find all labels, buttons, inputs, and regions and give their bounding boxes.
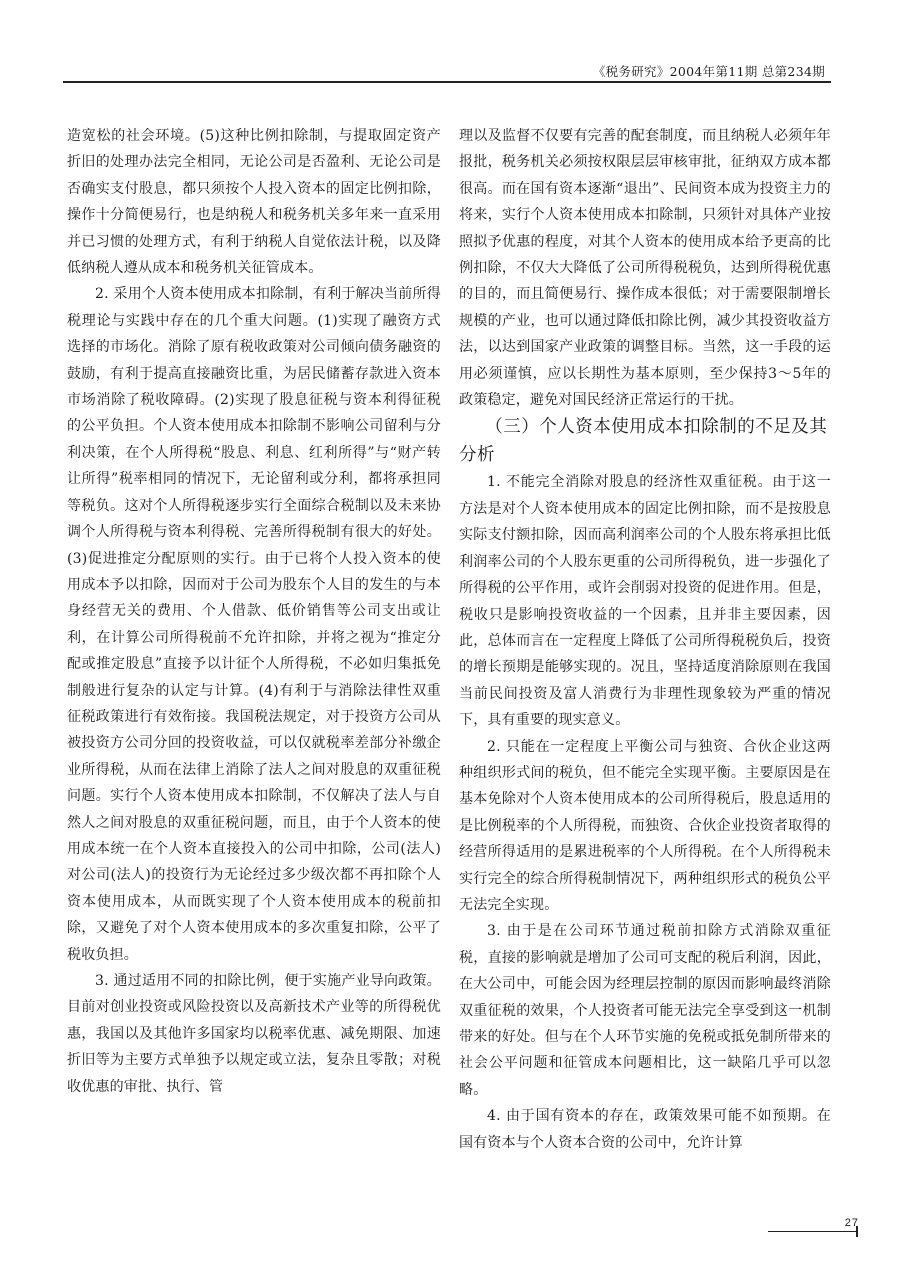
paragraph: 造宽松的社会环境。(5)这种比例扣除制，与提取固定资产折旧的处理办法完全相同，无论公司是否盈利、无论公司是否确实支付股息，都只须按个人投入资本的固定比例扣除，操作十分简便易行，也是纳税人和税务机关多年来一直采用并已习惯的处理方式，有利于纳税人自觉依法计税，以及降低纳税人遵从成本和税务机关征管成本。 xyxy=(67,128,441,277)
right-column xyxy=(459,123,831,1156)
left-column xyxy=(67,123,441,1100)
paragraph: 2. 只能在一定程度上平衡公司与独资、合伙企业这两种组织形式间的税负，但不能完全实现平衡。主要原因是在基本免除对个人资本使用成本的公司所得税后，股息适用的是比例税率的个人所得税，而独资、合伙企业投资者取得的经营所得适用的是累进税率的个人所得税。在个人所得税未实行完全的综合所得税制情况下，两种组织形式的税负公平无法完全实现。 xyxy=(459,738,831,913)
paragraph: 3. 通过适用不同的扣除比例，便于实施产业导向政策。目前对创业投资或风险投资以及高新技术产业等的所得税优惠，我国以及其他许多国家均以税率优惠、减免期限、加速折旧等为主要方式单独予以规定或立法，复杂且零散；对税收优惠的审批、执行、管 xyxy=(67,973,441,1095)
page-number-rule xyxy=(768,1231,858,1232)
paragraph: 1. 不能完全消除对股息的经济性双重征税。由于这一方法是对个人资本使用成本的固定比例扣除，而不是按股息实际支付额扣除，因而高利润率公司的个人股东将承担比低利润率公司的个人股东更重的公司所得税负，进一步强化了所得税的公平作用，或许会削弱对投资的促进作用。但是，税收只是影响投资收益的一个因素，且并非主要因素，因此，总体而言在一定程度上降低了公司所得税税负后，投资的增长预期是能够实现的。况且，坚持适度消除原则在我国当前民间投资及富人消费行为非理性现象较为严重的情况下，具有重要的现实意义。 xyxy=(459,474,831,729)
page-number-tick xyxy=(856,1226,858,1237)
journal-header: 《税务研究》2004年第11期 总第234期 xyxy=(592,64,825,79)
paragraph: 2. 采用个人资本使用成本扣除制，有利于解决当前所得税理论与实践中存在的几个重大问题。(1)实现了融资方式选择的市场化。消除了原有税收政策对公司倾向债务融资的鼓励，有利于提高直接融资比重，为居民储蓄存款进入资本市场消除了税收障碍。(2)实现了股息征税与资本利得征税的公平负担。个人资本使用成本扣除制不影响公司留利与分利决策，在个人所得税“股息、利息、红利所得”与“财产转让所得”税率相同的情况下，无论留利或分利，都将承担同等税负。这对个人所得税逐步实行全面综合税制以及未来协调个人所得税与资本利得税、完善所得税制有很大的好处。(3)促进推定分配原则的实行。由于已将个人投入资本的使用成本予以扣除，因而对于公司为股东个人目的发生的与本身经营无关的费用、个人借款、低价销售等公司支出或让利，在计算公司所得税前不允许扣除，并将之视为“推定分配或推定股息”直接予以计征个人所得税，不必如归集抵免制般进行复杂的认定与计算。(4)有利于与消除法律性双重征税政策进行有效衔接。我国税法规定，对于投资方公司从被投资方公司分回的投资收益，可以仅就税率差部分补缴企业所得税，从而在法律上消除了法人之间对股息的双重征税问题。实行个人资本使用成本扣除制，不仅解决了法人与自然人之间对股息的双重征税问题，而且，由于个人资本的使用成本统一在个人资本直接投入的公司中扣除，公司(法人)对公司(法人)的投资行为无论经过多少级次都不再扣除个人资本使用成本，从而既实现了个人资本使用成本的税前扣除，又避免了对个人资本使用成本的多次重复扣除，公平了税收负担。 xyxy=(67,286,441,963)
page-number: 27 xyxy=(844,1217,859,1229)
header-rule xyxy=(63,81,831,83)
paragraph: 4. 由于国有资本的存在，政策效果可能不如预期。在国有资本与个人资本合资的公司中，允许计算 xyxy=(459,1108,831,1151)
paragraph: 理以及监督不仅要有完善的配套制度，而且纳税人必须年年报批，税务机关必须按权限层层审核审批，征纳双方成本都很高。而在国有资本逐渐“退出”、民间资本成为投资主力的将来，实行个人资本使用成本扣除制，只须针对具体产业按照拟予优惠的程度，对其个人资本的使用成本给予更高的比例扣除，不仅大大降低了公司所得税税负，达到所得税优惠的目的，而且简便易行、操作成本很低；对于需要限制增长规模的产业，也可以通过降低扣除比例，减少其投资收益方法，以达到国家产业政策的调整目标。当然，这一手段的运用必须谨慎，应以长期性为基本原则，至少保持3～5年的政策稳定，避免对国民经济正常运行的干扰。 xyxy=(459,128,831,409)
section-heading: （三）个人资本使用成本扣除制的不足及其分析 xyxy=(459,417,828,466)
paragraph: 3. 由于是在公司环节通过税前扣除方式消除双重征税，直接的影响就是增加了公司可支配的税后利润，因此，在大公司中，可能会因为经理层控制的原因而影响最终消除双重征税的效果，个人投资者可能无法完全享受到这一机制带来的好处。但与在个人环节实施的免税或抵免制所带来的社会公平问题和征管成本问题相比，这一缺陷几乎可以忽略。 xyxy=(459,923,831,1098)
